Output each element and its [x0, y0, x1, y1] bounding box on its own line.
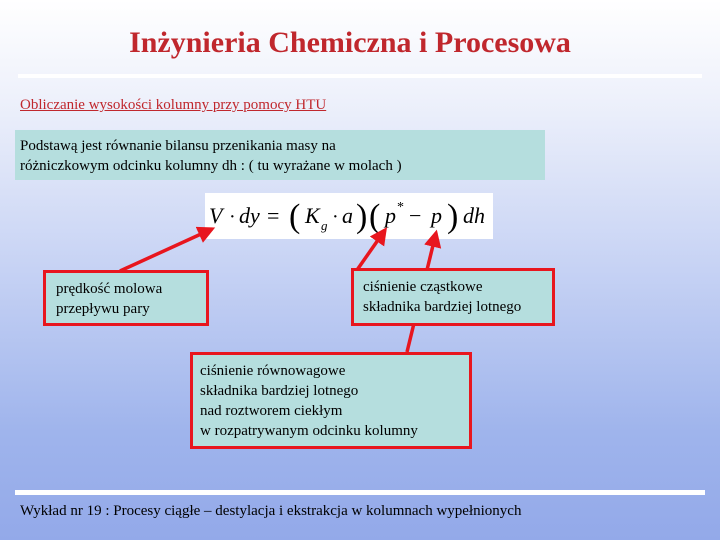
arrow-to-V — [120, 229, 212, 271]
svg-text:): ) — [356, 198, 368, 235]
svg-text:): ) — [447, 198, 459, 235]
callout-partial-pressure — [351, 268, 555, 326]
callout-bottom-line-2: składnika bardziej lotnego — [200, 383, 359, 399]
svg-text:(: ( — [289, 198, 301, 235]
svg-text:·: · — [332, 206, 339, 228]
callout-left-line-2: przepływu pary — [56, 301, 150, 317]
svg-text:*: * — [397, 200, 404, 215]
callout-bottom-line-4: w rozpatrywanym odcinku kolumny — [200, 423, 418, 439]
svg-text:(: ( — [369, 198, 381, 235]
lecture-footer: Wykład nr 19 : Procesy ciągłe – destylacja i ekstrakcja w kolumnach wypełnionych — [20, 503, 522, 519]
svg-text:·: · — [229, 206, 236, 228]
svg-text:g: g — [321, 218, 328, 233]
svg-text:dh: dh — [463, 203, 485, 228]
svg-text:p: p — [431, 203, 442, 228]
intro-line-2: różniczkowym odcinku kolumny dh : ( tu wyrażane w molach ) — [20, 158, 402, 174]
svg-text:p: p — [385, 203, 396, 228]
intro-line-1: Podstawą jest równanie bilansu przenikania masy na — [20, 138, 336, 154]
callout-bottom-line-3: nad roztworem ciekłym — [200, 403, 343, 419]
callout-right-line-2: składnika bardziej lotnego — [363, 299, 522, 315]
svg-text:a: a — [342, 203, 353, 228]
footer-divider — [15, 490, 705, 495]
section-heading: Obliczanie wysokości kolumny przy pomocy HTU — [20, 97, 327, 113]
svg-text:−: − — [409, 203, 422, 228]
svg-text:=: = — [267, 203, 280, 228]
callout-equilibrium-pressure — [190, 352, 472, 449]
callout-right-line-1: ciśnienie cząstkowe — [363, 279, 483, 295]
svg-text:K: K — [305, 203, 320, 228]
callout-vapor-flow — [43, 270, 209, 326]
callout-left-line-1: prędkość molowa — [56, 281, 163, 297]
callout-bottom-line-1: ciśnienie równowagowe — [200, 363, 346, 379]
slide-title: Inżynieria Chemiczna i Procesowa — [129, 26, 571, 59]
svg-text:V: V — [209, 203, 223, 228]
svg-text:dy: dy — [239, 203, 260, 228]
arrow-to-p-star — [357, 230, 385, 270]
